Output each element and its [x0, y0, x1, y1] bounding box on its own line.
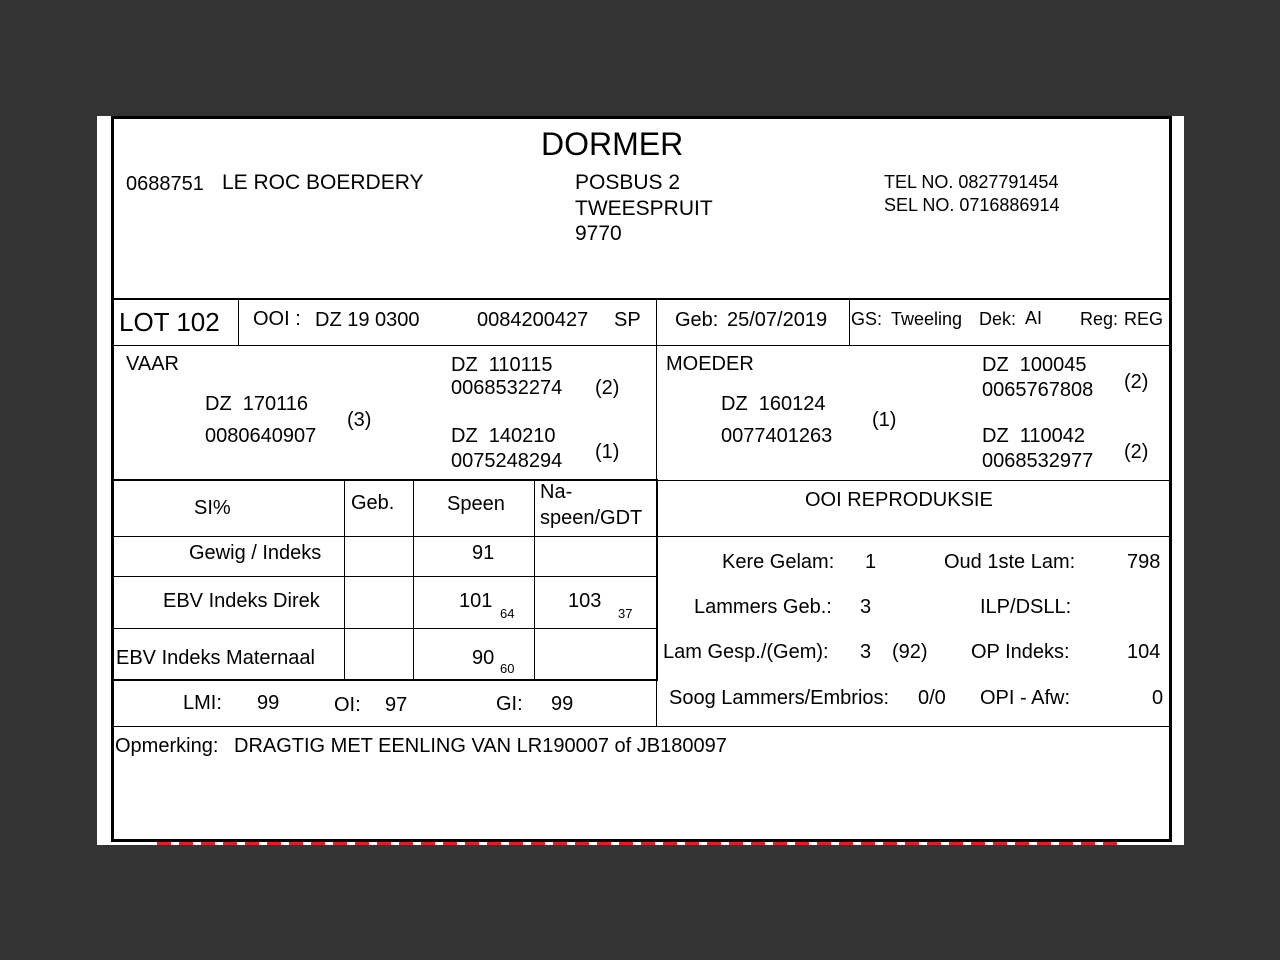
divider — [656, 299, 657, 345]
dam-score: (1) — [872, 409, 897, 431]
ewe-id: DZ 19 0300 — [315, 309, 420, 331]
gi-value: 99 — [551, 693, 574, 715]
cell-direk-naspeen: 103 — [568, 590, 602, 612]
opi-value: 0 — [1152, 687, 1164, 709]
kere-gelam-value: 1 — [865, 551, 877, 573]
divider — [344, 480, 345, 680]
farm-name: LE ROC BOERDERY — [222, 171, 424, 194]
op-value: 104 — [1127, 641, 1161, 663]
gs-value: Tweeling — [891, 309, 963, 329]
cell-number: SEL NO. 0716886914 — [884, 195, 1060, 215]
cell-gewig-speen: 91 — [472, 542, 495, 564]
frame-right — [1169, 116, 1172, 841]
divider — [656, 345, 657, 479]
dam-reg-number: 0077401263 — [721, 425, 833, 447]
lam-gesp-label: Lam Gesp./(Gem): — [663, 641, 829, 663]
dam-sire-score: (2) — [1124, 371, 1149, 393]
row-label-maternaal: EBV Indeks Maternaal — [116, 647, 315, 669]
gi-label: GI: — [496, 693, 523, 715]
lam-gesp-gem: (92) — [892, 641, 928, 663]
sire-id: DZ 170116 — [205, 393, 309, 415]
dek-label: Dek: — [979, 309, 1017, 329]
col-header-speen: Speen — [447, 493, 505, 515]
kere-gelam-label: Kere Gelam: — [722, 551, 835, 573]
oud-label: Oud 1ste Lam: — [944, 551, 1076, 573]
lam-gesp-value: 3 — [860, 641, 872, 663]
col-header-geb: Geb. — [351, 492, 395, 514]
sire-dam-score: (1) — [595, 441, 620, 463]
dam-sire-reg: 0065767808 — [982, 379, 1094, 401]
ewe-label: OOI : — [253, 308, 301, 330]
divider — [111, 726, 1172, 727]
sire-reg-number: 0080640907 — [205, 425, 317, 447]
divider — [656, 681, 657, 726]
sire-sire-score: (2) — [595, 377, 620, 399]
cell-direk-naspeen-sub: 37 — [618, 606, 633, 621]
col-header-naspeen-1: Na- — [540, 481, 573, 503]
cell-maternaal-speen-sub: 60 — [500, 661, 515, 676]
divider — [111, 536, 1172, 537]
divider — [656, 479, 658, 681]
birth-date: 25/07/2019 — [727, 309, 828, 331]
dam-dam-reg: 0068532977 — [982, 450, 1094, 472]
soog-value: 0/0 — [918, 687, 946, 709]
opi-label: OPI - Afw: — [980, 687, 1071, 709]
col-header-si: SI% — [194, 497, 231, 519]
divider — [413, 480, 414, 680]
oi-label: OI: — [334, 694, 361, 716]
sire-dam-reg: 0075248294 — [451, 450, 563, 472]
lot-number: LOT 102 — [119, 307, 220, 337]
sire-sire-id: DZ 110115 — [451, 354, 553, 376]
clipped-red-line — [157, 842, 1117, 845]
divider — [534, 480, 535, 680]
col-header-naspeen-2: speen/GDT — [540, 507, 643, 529]
row-label-gewig: Gewig / Indeks — [189, 542, 322, 564]
address-line2: TWEESPRUIT — [575, 197, 713, 220]
row-label-direk: EBV Indeks Direk — [163, 590, 320, 612]
soog-label: Soog Lammers/Embrios: — [669, 687, 890, 709]
divider — [658, 480, 1170, 481]
dam-id: DZ 160124 — [721, 393, 826, 415]
divider — [238, 299, 239, 345]
divider — [111, 298, 1172, 300]
gs-label: GS: — [851, 309, 883, 329]
remark-text: DRAGTIG MET EENLING VAN LR190007 of JB180097 — [234, 735, 727, 757]
divider — [111, 628, 657, 629]
lammers-geb-value: 3 — [860, 596, 872, 618]
dek-value: AI — [1025, 308, 1043, 328]
dam-dam-score: (2) — [1124, 441, 1149, 463]
sale-card — [97, 116, 1184, 845]
birth-label: Geb: — [675, 309, 719, 331]
lammers-geb-label: Lammers Geb.: — [694, 596, 832, 618]
dam-label: MOEDER — [666, 353, 754, 375]
ewe-grade: SP — [614, 309, 641, 331]
cell-direk-speen-sub: 64 — [500, 606, 515, 621]
tel-number: TEL NO. 0827791454 — [884, 172, 1059, 192]
dam-sire-id: DZ 100045 — [982, 354, 1087, 376]
breed-title: DORMER — [541, 126, 684, 162]
cell-maternaal-speen: 90 — [472, 647, 495, 669]
ewe-reg-number: 0084200427 — [477, 309, 589, 331]
reg-label: Reg: — [1080, 309, 1119, 329]
sire-dam-id: DZ 140210 — [451, 425, 556, 447]
ilp-label: ILP/DSLL: — [980, 596, 1072, 618]
sire-label: VAAR — [126, 353, 179, 375]
divider — [111, 576, 657, 577]
reproduction-title: OOI REPRODUKSIE — [805, 489, 993, 511]
divider — [111, 679, 658, 681]
member-number: 0688751 — [126, 173, 204, 195]
address-line1: POSBUS 2 — [575, 171, 681, 194]
remark-label: Opmerking: — [115, 735, 219, 757]
divider — [849, 299, 850, 345]
sire-sire-reg: 0068532274 — [451, 377, 563, 399]
oi-value: 97 — [385, 694, 408, 716]
divider — [111, 479, 658, 481]
divider — [111, 345, 1172, 346]
address-line3: 9770 — [575, 222, 622, 245]
cell-direk-speen: 101 — [459, 590, 493, 612]
oud-value: 798 — [1127, 551, 1161, 573]
reg-value: REG — [1124, 309, 1164, 329]
op-label: OP Indeks: — [971, 641, 1070, 663]
lmi-label: LMI: — [183, 692, 222, 714]
sire-score: (3) — [347, 409, 372, 431]
frame-top — [111, 116, 1172, 119]
lmi-value: 99 — [257, 692, 280, 714]
dam-dam-id: DZ 110042 — [982, 425, 1086, 447]
